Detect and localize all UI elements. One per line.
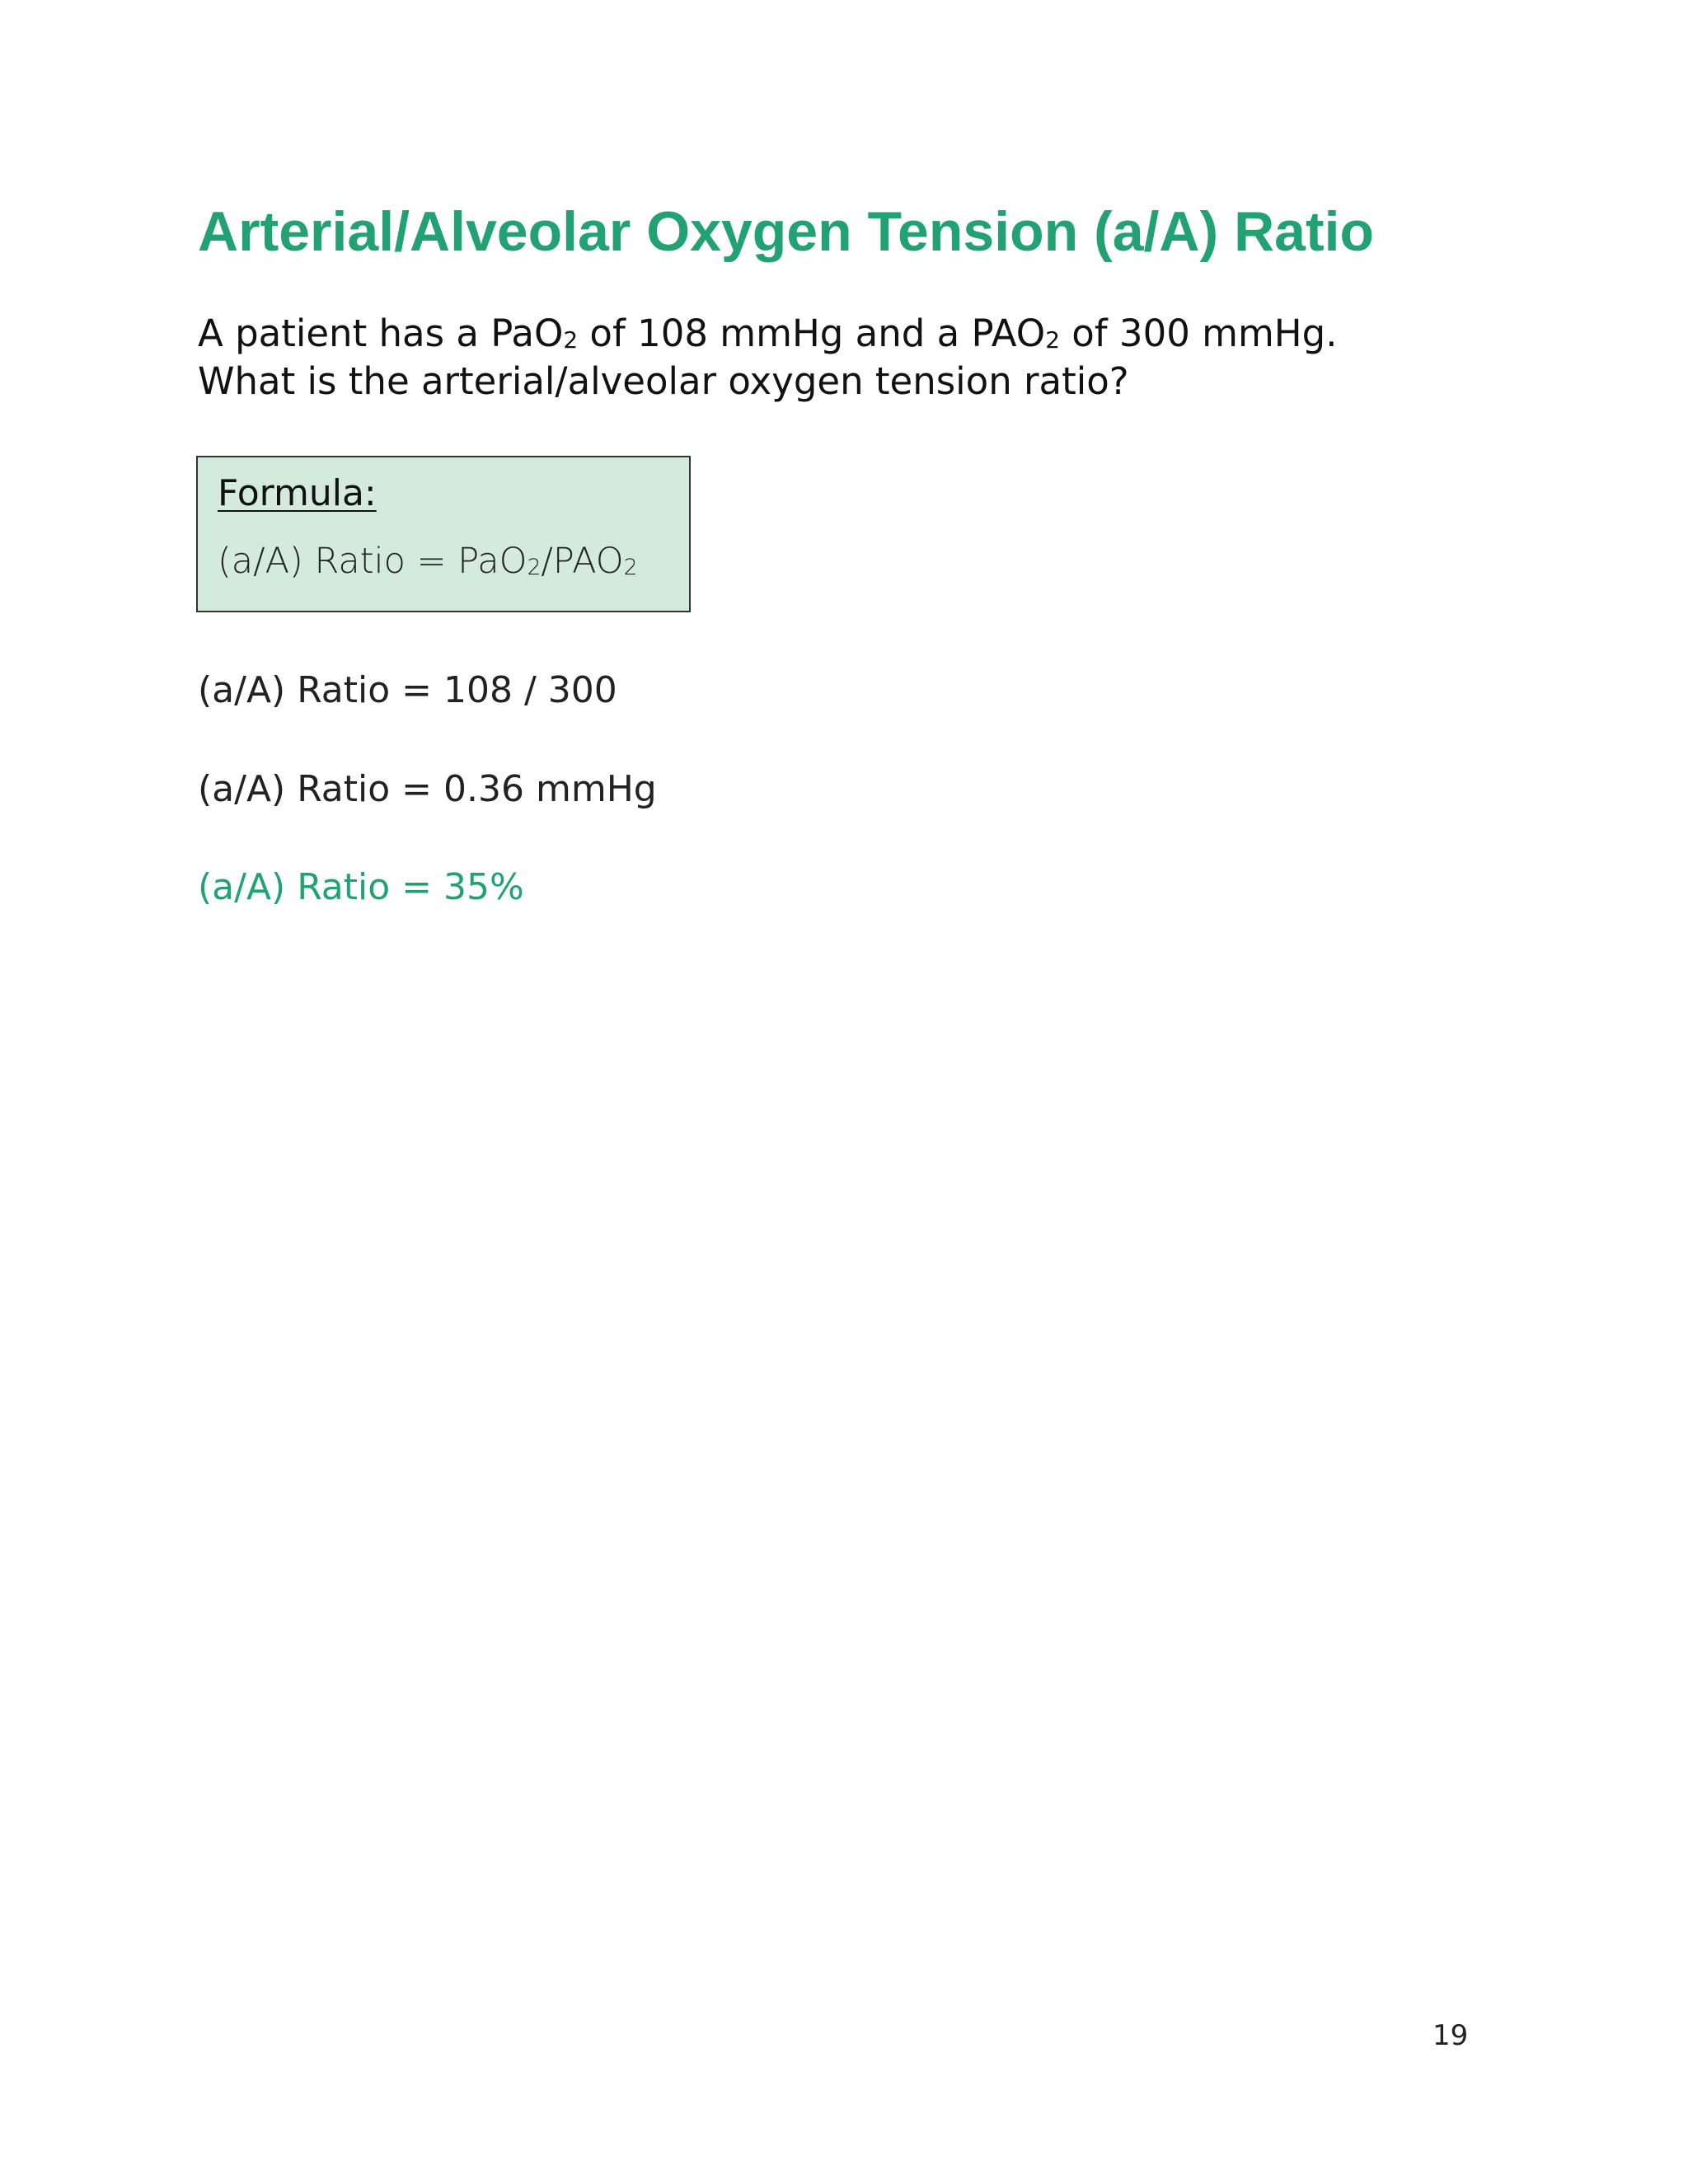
subscript-2: 2 xyxy=(1045,326,1060,354)
question-line-2: What is the arterial/alveolar oxygen tension ratio? xyxy=(198,359,1129,403)
question-part-1: A patient has a PaO xyxy=(198,312,564,355)
question-text xyxy=(198,310,1338,405)
subscript-2: 2 xyxy=(527,555,542,581)
page-number: 19 xyxy=(1432,2019,1469,2052)
formula-box xyxy=(196,456,691,612)
subscript-2: 2 xyxy=(563,326,579,354)
formula-mid: /PAO xyxy=(541,541,624,582)
subscript-2: 2 xyxy=(623,555,638,581)
formula-equation xyxy=(218,538,638,584)
calculation-step-1: (a/A) Ratio = 108 / 300 xyxy=(198,669,617,711)
calculation-answer: (a/A) Ratio = 35% xyxy=(198,866,524,908)
question-part-2: of 108 mmHg and a PAO xyxy=(578,312,1046,355)
formula-label: Formula: xyxy=(218,472,377,514)
page-title: Arterial/Alveolar Oxygen Tension (a/A) Ratio xyxy=(198,200,1375,263)
formula-lhs: (a/A) Ratio = PaO xyxy=(218,541,528,582)
calculation-step-2: (a/A) Ratio = 0.36 mmHg xyxy=(198,768,657,810)
question-line-1 xyxy=(198,310,1338,358)
question-part-3: of 300 mmHg. xyxy=(1059,312,1338,355)
